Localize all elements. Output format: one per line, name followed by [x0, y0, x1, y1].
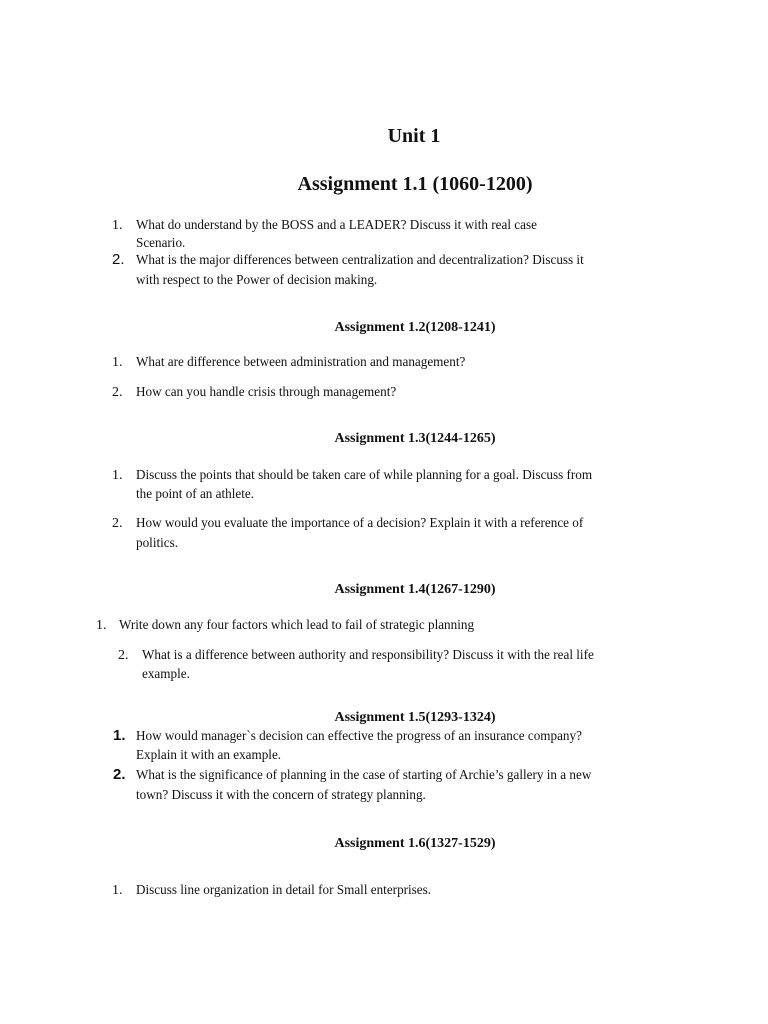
question-number: 1.: [113, 727, 126, 744]
question-number: 2.: [112, 385, 123, 400]
question-number: 1.: [112, 218, 123, 233]
question-line: politics.: [136, 536, 179, 551]
question-line: How can you handle crisis through management?: [136, 385, 397, 400]
question-number: 1.: [96, 618, 107, 633]
question-number: 1.: [112, 468, 123, 483]
question-line: Scenario.: [136, 236, 186, 251]
assignment-1-3-heading: Assignment 1.3(1244-1265): [334, 431, 496, 446]
question-line: What is the significance of planning in the case of starting of Archie’s gallery in a new: [136, 768, 592, 783]
question-line: with respect to the Power of decision making.: [136, 273, 378, 288]
question-line: Discuss the points that should be taken care of while planning for a goal. Discuss from: [136, 468, 593, 483]
question-line: Discuss line organization in detail for Small enterprises.: [136, 883, 432, 898]
question-line: example.: [142, 667, 190, 682]
question-number: 2.: [118, 648, 129, 663]
assignment-1-6-heading: Assignment 1.6(1327-1529): [334, 836, 496, 851]
question-number: 2.: [113, 766, 126, 783]
question-line: What are difference between administration and management?: [136, 355, 466, 370]
question-line: What is a difference between authority and responsibility? Discuss it with the real life: [142, 648, 594, 663]
question-number: 1.: [112, 883, 123, 898]
question-line: Explain it with an example.: [136, 748, 282, 763]
unit-title: Unit 1: [387, 125, 441, 147]
assignment-1-4-heading: Assignment 1.4(1267-1290): [334, 582, 496, 597]
question-line: What do understand by the BOSS and a LEADER? Discuss it with real case: [136, 218, 537, 233]
assignment-1-2-heading: Assignment 1.2(1208-1241): [334, 320, 496, 335]
question-line: town? Discuss it with the concern of strategy planning.: [136, 788, 426, 803]
question-line: What is the major differences between centralization and decentralization? Discuss it: [136, 253, 584, 268]
assignment-1-1-heading: Assignment 1.1 (1060-1200): [297, 173, 533, 195]
assignment-1-5-heading: Assignment 1.5(1293-1324): [334, 710, 496, 725]
question-line: the point of an athlete.: [136, 487, 255, 502]
question-line: How would manager`s decision can effective the progress of an insurance company?: [136, 729, 582, 744]
question-number: 1.: [112, 355, 123, 370]
question-line: How would you evaluate the importance of a decision? Explain it with a reference of: [136, 516, 584, 531]
question-number: 2.: [112, 251, 125, 268]
question-line: Write down any four factors which lead to fail of strategic planning: [119, 618, 475, 633]
question-number: 2.: [112, 516, 123, 531]
